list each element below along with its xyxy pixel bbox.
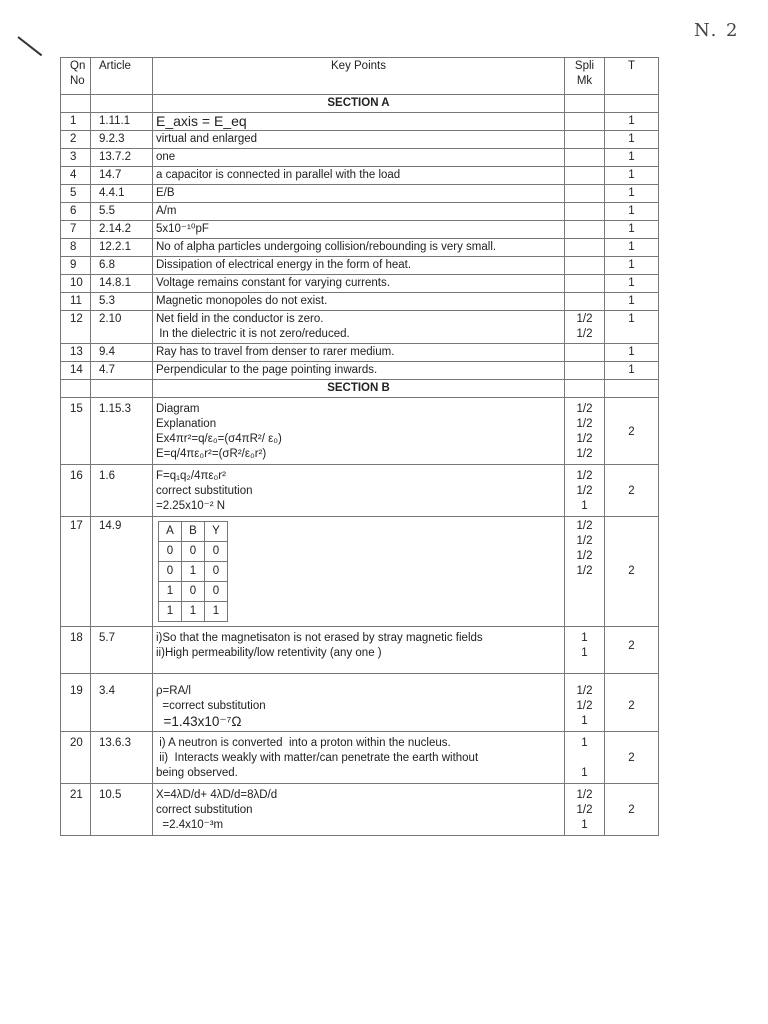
article-ref: 10.5 bbox=[91, 784, 153, 836]
key-point-line: Ray has to travel from denser to rarer medium. bbox=[156, 346, 395, 358]
key-point-line: virtual and enlarged bbox=[156, 133, 258, 145]
table-row bbox=[61, 627, 659, 674]
split-marks-cell bbox=[565, 257, 605, 275]
split-mark: 1/2 bbox=[576, 565, 593, 577]
split-marks-cell bbox=[565, 627, 605, 674]
split-mark bbox=[568, 345, 601, 360]
key-point-line: A/m bbox=[156, 205, 177, 217]
question-number: 2 bbox=[61, 131, 91, 149]
key-point-line: ii) Interacts weakly with matter/can penetrate the earth without bbox=[156, 752, 479, 764]
section-title: SECTION A bbox=[153, 95, 565, 113]
article-ref: 12.2.1 bbox=[91, 239, 153, 257]
total-marks: 1 bbox=[605, 344, 659, 362]
article-ref: 3.4 bbox=[91, 674, 153, 732]
table-row bbox=[61, 275, 659, 293]
question-number: 17 bbox=[61, 517, 91, 627]
truth-table-row bbox=[159, 582, 228, 602]
key-point-line: X=4λD/d+ 4λD/d=8λD/d bbox=[156, 789, 278, 801]
total-marks: 1 bbox=[605, 239, 659, 257]
header-article: Article bbox=[91, 58, 153, 95]
truth-table-cell: 0 bbox=[205, 542, 228, 562]
key-point-line: =2.25x10⁻² N bbox=[156, 500, 226, 512]
table-row bbox=[61, 465, 659, 517]
key-points-cell bbox=[153, 311, 565, 344]
key-points-cell bbox=[153, 732, 565, 784]
question-number: 12 bbox=[61, 311, 91, 344]
truth-table-header: Y bbox=[205, 522, 228, 542]
table-row bbox=[61, 221, 659, 239]
split-mark: 1 bbox=[581, 647, 588, 659]
question-number: 15 bbox=[61, 398, 91, 465]
total-marks: 2 bbox=[605, 517, 659, 627]
question-number: 11 bbox=[61, 293, 91, 311]
table-row bbox=[61, 362, 659, 380]
table-row bbox=[61, 239, 659, 257]
article-ref: 5.3 bbox=[91, 293, 153, 311]
question-number: 13 bbox=[61, 344, 91, 362]
key-points-cell bbox=[153, 185, 565, 203]
table-row bbox=[61, 311, 659, 344]
truth-table-cell: 0 bbox=[182, 582, 205, 602]
article-ref: 14.9 bbox=[91, 517, 153, 627]
section-qn-empty bbox=[61, 380, 91, 398]
truth-table-cell: 0 bbox=[182, 542, 205, 562]
section-article-empty bbox=[91, 380, 153, 398]
article-ref: 1.15.3 bbox=[91, 398, 153, 465]
table-row bbox=[61, 732, 659, 784]
article-ref: 4.4.1 bbox=[91, 185, 153, 203]
truth-table-cell: 0 bbox=[159, 542, 182, 562]
total-marks: 1 bbox=[605, 167, 659, 185]
split-mark: 1/2 bbox=[576, 403, 593, 415]
key-point-line: =correct substitution bbox=[156, 700, 266, 712]
split-mark: 1/2 bbox=[576, 433, 593, 445]
table-row bbox=[61, 674, 659, 732]
truth-table bbox=[158, 521, 228, 622]
split-marks-cell bbox=[565, 674, 605, 732]
split-marks-cell bbox=[565, 239, 605, 257]
total-marks: 2 bbox=[605, 732, 659, 784]
split-mark bbox=[568, 276, 601, 291]
question-number: 5 bbox=[61, 185, 91, 203]
split-mark bbox=[568, 186, 601, 201]
total-marks: 1 bbox=[605, 203, 659, 221]
total-marks: 1 bbox=[605, 275, 659, 293]
split-mark: 1 bbox=[581, 500, 588, 512]
key-point-line: In the dielectric it is not zero/reduced. bbox=[156, 328, 350, 340]
total-marks: 1 bbox=[605, 293, 659, 311]
key-point-line: one bbox=[156, 151, 176, 163]
split-marks-cell bbox=[565, 149, 605, 167]
header-key-points: Key Points bbox=[153, 58, 565, 95]
corner-pen-mark bbox=[17, 36, 42, 56]
header-total: T bbox=[605, 58, 659, 95]
total-marks: 1 bbox=[605, 221, 659, 239]
key-point-line: Ex4πr²=q/ε₀=(σ4πR²/ ε₀) bbox=[156, 433, 282, 445]
key-point-line: a capacitor is connected in parallel with the load bbox=[156, 169, 401, 181]
total-marks: 1 bbox=[605, 131, 659, 149]
split-marks-cell bbox=[565, 293, 605, 311]
question-number: 14 bbox=[61, 362, 91, 380]
truth-table-row bbox=[159, 602, 228, 622]
split-mark: 1/2 bbox=[576, 485, 593, 497]
split-mark: 1/2 bbox=[576, 313, 593, 325]
key-point-line: i)So that the magnetisaton is not erased by stray magnetic fields bbox=[156, 632, 483, 644]
split-marks-cell bbox=[565, 311, 605, 344]
total-marks: 2 bbox=[605, 465, 659, 517]
key-point-line: Net field in the conductor is zero. bbox=[156, 313, 324, 325]
question-number: 4 bbox=[61, 167, 91, 185]
key-points-cell bbox=[153, 398, 565, 465]
article-ref: 5.7 bbox=[91, 627, 153, 674]
split-mark bbox=[568, 294, 601, 309]
key-points-cell bbox=[153, 275, 565, 293]
split-marks-cell bbox=[565, 362, 605, 380]
table-row bbox=[61, 398, 659, 465]
article-ref: 9.2.3 bbox=[91, 131, 153, 149]
question-number: 20 bbox=[61, 732, 91, 784]
truth-table-header: A bbox=[159, 522, 182, 542]
key-points-cell bbox=[153, 784, 565, 836]
truth-table-row bbox=[159, 542, 228, 562]
question-number: 9 bbox=[61, 257, 91, 275]
key-point-line: Voltage remains constant for varying currents. bbox=[156, 277, 390, 289]
key-point-line: being observed. bbox=[156, 767, 238, 779]
split-mark: 1 bbox=[581, 819, 588, 831]
split-marks-cell bbox=[565, 784, 605, 836]
table-row bbox=[61, 344, 659, 362]
split-mark: 1/2 bbox=[576, 418, 593, 430]
split-mark: 1/2 bbox=[576, 448, 593, 460]
table-row bbox=[61, 257, 659, 275]
truth-table-row bbox=[159, 562, 228, 582]
truth-table-cell: 1 bbox=[159, 582, 182, 602]
split-marks-cell bbox=[565, 517, 605, 627]
key-point-line: =1.43x10⁻⁷Ω bbox=[156, 714, 242, 729]
question-number: 3 bbox=[61, 149, 91, 167]
truth-table-cell: 1 bbox=[182, 562, 205, 582]
split-mark: 1/2 bbox=[576, 550, 593, 562]
page-number-note: N. 2 bbox=[694, 20, 740, 41]
section-header-row bbox=[61, 95, 659, 113]
article-ref: 5.5 bbox=[91, 203, 153, 221]
split-marks-cell bbox=[565, 203, 605, 221]
header-qn: Qn No bbox=[61, 58, 91, 95]
split-mark: 1/2 bbox=[576, 700, 593, 712]
truth-table-cell: 0 bbox=[205, 582, 228, 602]
split-mark: 1/2 bbox=[576, 535, 593, 547]
split-marks-cell bbox=[565, 113, 605, 131]
key-point-line: correct substitution bbox=[156, 485, 253, 497]
table-row bbox=[61, 149, 659, 167]
marking-scheme-table bbox=[60, 57, 659, 836]
split-marks-cell bbox=[565, 131, 605, 149]
key-points-cell bbox=[153, 465, 565, 517]
article-ref: 13.6.3 bbox=[91, 732, 153, 784]
key-point-line: i) A neutron is converted into a proton within the nucleus. bbox=[156, 737, 451, 749]
table-row bbox=[61, 784, 659, 836]
table-row bbox=[61, 203, 659, 221]
split-mark: 1/2 bbox=[576, 685, 593, 697]
total-marks: 2 bbox=[605, 398, 659, 465]
question-number: 21 bbox=[61, 784, 91, 836]
key-points-cell bbox=[153, 674, 565, 732]
key-points-cell bbox=[153, 149, 565, 167]
split-marks-cell bbox=[565, 465, 605, 517]
truth-table-header: B bbox=[182, 522, 205, 542]
split-marks-cell bbox=[565, 344, 605, 362]
article-ref: 14.7 bbox=[91, 167, 153, 185]
article-ref: 2.10 bbox=[91, 311, 153, 344]
split-mark: 1/2 bbox=[576, 520, 593, 532]
split-mark bbox=[568, 150, 601, 165]
split-mark: 1 bbox=[581, 737, 588, 749]
split-marks-cell bbox=[565, 275, 605, 293]
key-points-cell bbox=[153, 344, 565, 362]
key-point-line: E=q/4πε₀r²=(σR²/ε₀r²) bbox=[156, 448, 267, 460]
question-number: 16 bbox=[61, 465, 91, 517]
total-marks: 1 bbox=[605, 257, 659, 275]
section-header-row bbox=[61, 380, 659, 398]
total-marks: 1 bbox=[605, 149, 659, 167]
truth-table-header-row bbox=[159, 522, 228, 542]
total-marks: 1 bbox=[605, 311, 659, 344]
key-point-line: ii)High permeability/low retentivity (any one ) bbox=[156, 647, 382, 659]
split-mark: 1/2 bbox=[576, 328, 593, 340]
table-row bbox=[61, 517, 659, 627]
section-qn-empty bbox=[61, 95, 91, 113]
total-marks: 2 bbox=[605, 784, 659, 836]
table-row bbox=[61, 131, 659, 149]
split-mark bbox=[568, 114, 601, 129]
article-ref: 1.11.1 bbox=[91, 113, 153, 131]
table-header-row bbox=[61, 58, 659, 95]
key-point-line: E/B bbox=[156, 187, 175, 199]
article-ref: 14.8.1 bbox=[91, 275, 153, 293]
total-marks: 1 bbox=[605, 185, 659, 203]
key-points-cell bbox=[153, 517, 565, 627]
key-point-line: ρ=RA/l bbox=[156, 685, 191, 697]
split-marks-cell bbox=[565, 167, 605, 185]
split-mark bbox=[568, 240, 601, 255]
key-points-cell bbox=[153, 131, 565, 149]
key-points-cell bbox=[153, 293, 565, 311]
key-points-cell bbox=[153, 627, 565, 674]
article-ref: 9.4 bbox=[91, 344, 153, 362]
section-article-empty bbox=[91, 95, 153, 113]
article-ref: 2.14.2 bbox=[91, 221, 153, 239]
total-marks: 2 bbox=[605, 627, 659, 674]
table-row bbox=[61, 185, 659, 203]
section-split-empty bbox=[565, 95, 605, 113]
total-marks: 1 bbox=[605, 362, 659, 380]
split-marks-cell bbox=[565, 398, 605, 465]
question-number: 6 bbox=[61, 203, 91, 221]
split-mark: 1/2 bbox=[576, 470, 593, 482]
key-point-line: F=q₁q₂/4πε₀r² bbox=[156, 470, 226, 482]
key-point-line: =2.4x10⁻³m bbox=[156, 819, 224, 831]
question-number: 7 bbox=[61, 221, 91, 239]
article-ref: 4.7 bbox=[91, 362, 153, 380]
question-number: 18 bbox=[61, 627, 91, 674]
key-points-cell bbox=[153, 362, 565, 380]
article-ref: 6.8 bbox=[91, 257, 153, 275]
truth-table-cell: 0 bbox=[159, 562, 182, 582]
key-point-line: Dissipation of electrical energy in the form of heat. bbox=[156, 259, 412, 271]
split-mark bbox=[568, 132, 601, 147]
split-marks-cell bbox=[565, 221, 605, 239]
split-mark: 1 bbox=[581, 715, 588, 727]
split-marks-cell bbox=[565, 732, 605, 784]
article-ref: 1.6 bbox=[91, 465, 153, 517]
total-marks: 2 bbox=[605, 674, 659, 732]
key-point-line: E_axis = E_eq bbox=[156, 113, 247, 129]
table-row bbox=[61, 167, 659, 185]
split-mark: 1/2 bbox=[576, 804, 593, 816]
section-split-empty bbox=[565, 380, 605, 398]
split-mark bbox=[568, 222, 601, 237]
key-points-cell bbox=[153, 203, 565, 221]
question-number: 1 bbox=[61, 113, 91, 131]
split-marks-cell bbox=[565, 185, 605, 203]
table-row bbox=[61, 293, 659, 311]
split-mark bbox=[568, 363, 601, 378]
section-total-empty bbox=[605, 380, 659, 398]
split-mark: 1 bbox=[581, 632, 588, 644]
section-title: SECTION B bbox=[153, 380, 565, 398]
truth-table-cell: 0 bbox=[205, 562, 228, 582]
split-mark bbox=[568, 258, 601, 273]
key-point-line: Diagram bbox=[156, 403, 200, 415]
key-points-cell bbox=[153, 167, 565, 185]
key-point-line: Perpendicular to the page pointing inwards. bbox=[156, 364, 378, 376]
article-ref: 13.7.2 bbox=[91, 149, 153, 167]
question-number: 10 bbox=[61, 275, 91, 293]
table-row bbox=[61, 113, 659, 131]
key-point-line: No of alpha particles undergoing collision/rebounding is very small. bbox=[156, 241, 497, 253]
truth-table-cell: 1 bbox=[205, 602, 228, 622]
header-split-marks: Spli Mk bbox=[565, 58, 605, 95]
key-points-cell bbox=[153, 239, 565, 257]
key-points-cell bbox=[153, 221, 565, 239]
split-mark bbox=[568, 204, 601, 219]
key-point-line: 5x10⁻¹⁰pF bbox=[156, 223, 209, 235]
split-mark: 1/2 bbox=[576, 789, 593, 801]
key-point-line: correct substitution bbox=[156, 804, 253, 816]
split-mark: 1 bbox=[581, 767, 588, 779]
question-number: 19 bbox=[61, 674, 91, 732]
truth-table-cell: 1 bbox=[159, 602, 182, 622]
truth-table-cell: 1 bbox=[182, 602, 205, 622]
key-point-line: Explanation bbox=[156, 418, 217, 430]
question-number: 8 bbox=[61, 239, 91, 257]
key-points-cell bbox=[153, 257, 565, 275]
split-mark bbox=[568, 751, 601, 766]
total-marks: 1 bbox=[605, 113, 659, 131]
section-total-empty bbox=[605, 95, 659, 113]
key-points-cell bbox=[153, 113, 565, 131]
split-mark bbox=[568, 168, 601, 183]
key-point-line: Magnetic monopoles do not exist. bbox=[156, 295, 328, 307]
